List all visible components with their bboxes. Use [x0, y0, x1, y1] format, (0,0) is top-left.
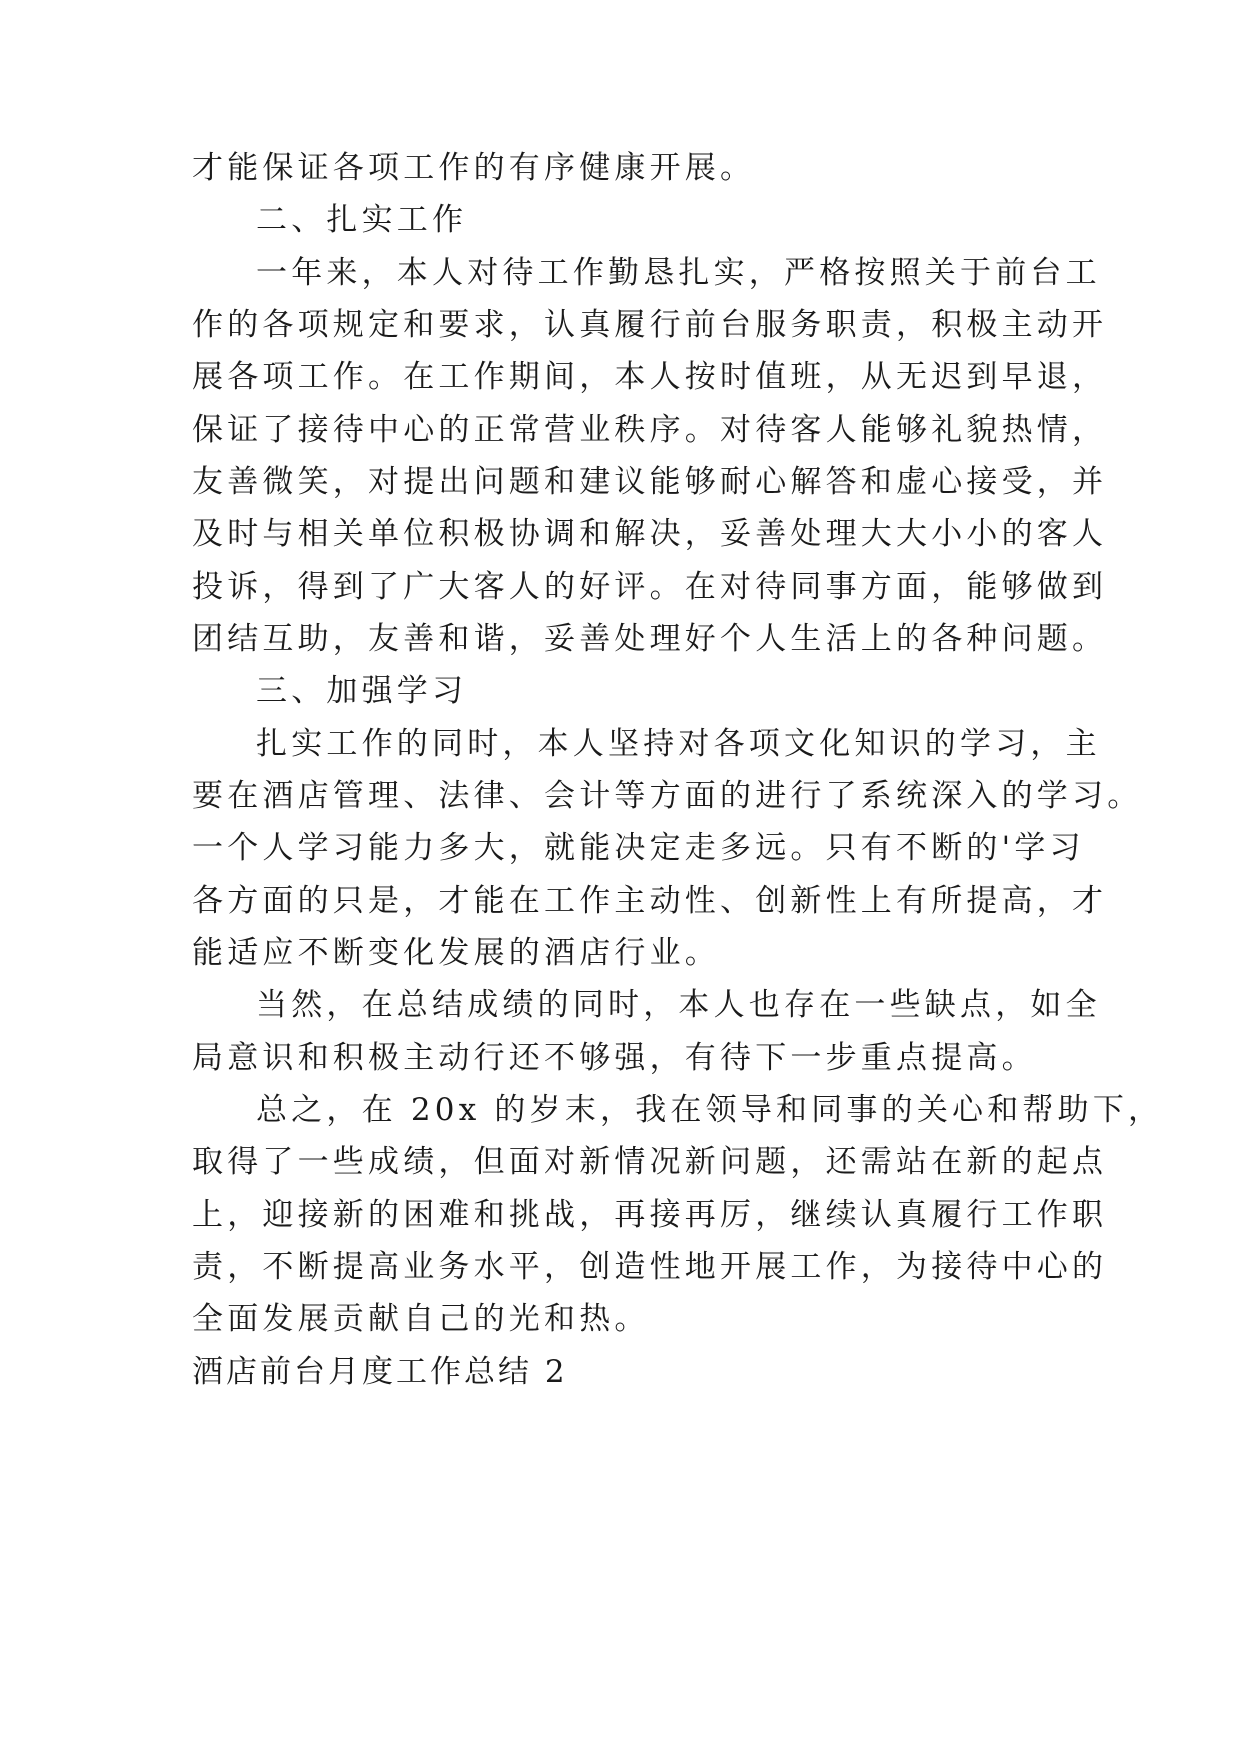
paragraph-line: 展各项工作。在工作期间，本人按时值班，从无迟到早退， [192, 359, 1108, 395]
paragraph-line: 责，不断提高业务水平，创造性地开展工作，为接待中心的 [192, 1249, 1108, 1285]
paragraph-line: 上，迎接新的困难和挑战，再接再厉，继续认真履行工作职 [192, 1197, 1108, 1233]
paragraph-line: 取得了一些成绩，但面对新情况新问题，还需站在新的起点 [192, 1144, 1108, 1180]
paragraph-line: 一个人学习能力多大，就能决定走多远。只有不断的'学习 [192, 830, 1085, 866]
paragraph-line: 总之，在 20x 的岁末，我在领导和同事的关心和帮助下， [256, 1092, 1164, 1128]
section-heading: 三、加强学习 [256, 673, 468, 709]
paragraph-line: 才能保证各项工作的有序健康开展。 [192, 150, 756, 186]
paragraph-line: 能适应不断变化发展的酒店行业。 [192, 935, 720, 971]
paragraph-line: 全面发展贡献自己的光和热。 [192, 1301, 650, 1337]
paragraph-line: 友善微笑，对提出问题和建议能够耐心解答和虚心接受，并 [192, 464, 1108, 500]
paragraph-line: 投诉，得到了广大客人的好评。在对待同事方面，能够做到 [192, 569, 1108, 605]
paragraph-line: 当然，在总结成绩的同时，本人也存在一些缺点，如全 [256, 987, 1101, 1023]
paragraph-line: 扎实工作的同时，本人坚持对各项文化知识的学习，主 [256, 726, 1101, 762]
paragraph-line: 一年来，本人对待工作勤恳扎实，严格按照关于前台工 [256, 255, 1101, 291]
paragraph-line: 作的各项规定和要求，认真履行前台服务职责，积极主动开 [192, 307, 1108, 343]
paragraph-line: 要在酒店管理、法律、会计等方面的进行了系统深入的学习。 [192, 778, 1143, 814]
document-title: 酒店前台月度工作总结 2 [192, 1354, 568, 1390]
paragraph-line: 团结互助，友善和谐，妥善处理好个人生活上的各种问题。 [192, 621, 1108, 657]
paragraph-line: 局意识和积极主动行还不够强，有待下一步重点提高。 [192, 1040, 1037, 1076]
paragraph-line: 保证了接待中心的正常营业秩序。对待客人能够礼貌热情， [192, 412, 1108, 448]
paragraph-line: 各方面的只是，才能在工作主动性、创新性上有所提高，才 [192, 883, 1108, 919]
section-heading: 二、扎实工作 [256, 202, 468, 238]
paragraph-line: 及时与相关单位积极协调和解决，妥善处理大大小小的客人 [192, 516, 1108, 552]
